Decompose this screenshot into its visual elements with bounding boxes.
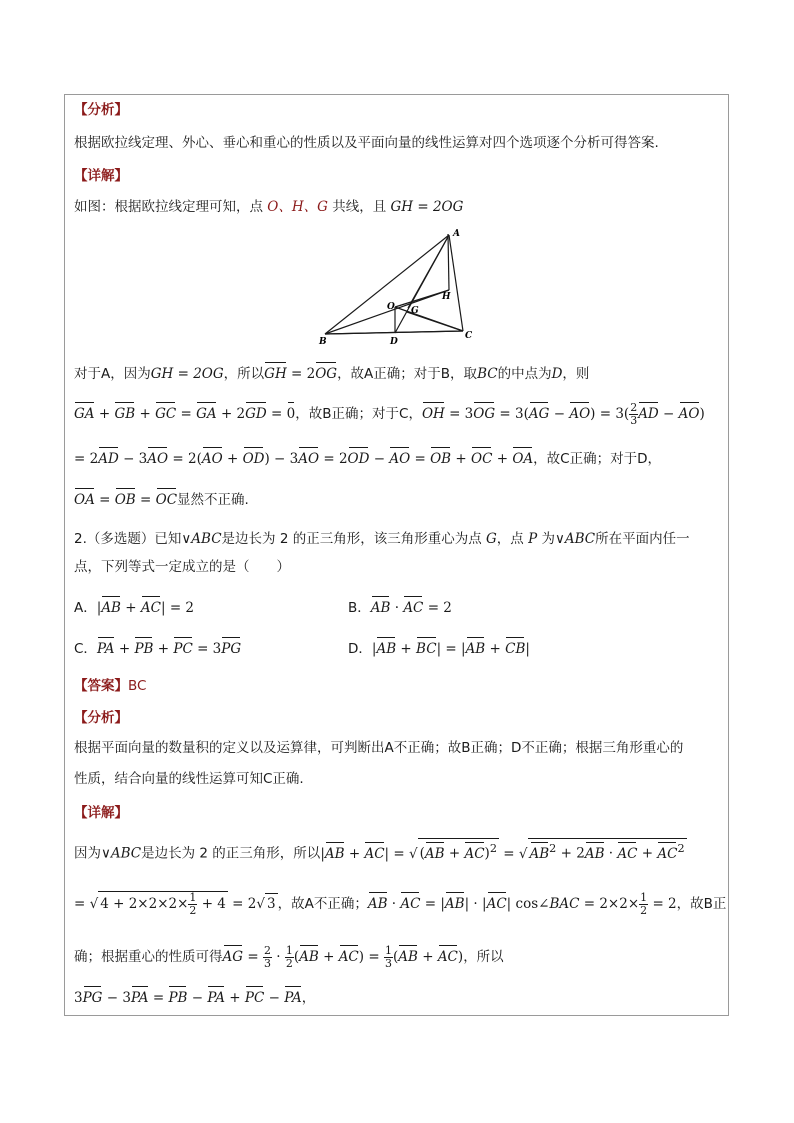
answer-line: 【答案】BC (74, 678, 147, 694)
q2-detail-tag: 【详解】 (74, 805, 128, 821)
q2-analysis-line-1: 根据平面向量的数量积的定义以及运算律，可判断出A不正确；故B正确；D不正确；根据三角形重心的 (74, 740, 684, 756)
option-c: C．PA + PB + PC = 3PG (74, 636, 241, 659)
figure-label-d: D (390, 337, 398, 347)
figure-label-b: B (319, 337, 327, 347)
q2-analysis-tag: 【分析】 (74, 710, 128, 726)
detail-intro: 如图：根据欧拉线定理可知，点 O、H、G 共线，且 GH = 2OG (74, 199, 464, 215)
euler-line-figure (315, 226, 485, 348)
option-a: A．|AB + AC| = 2 (74, 595, 194, 618)
detail-line-3: = 2AD − 3AO = 2(AO + OD) − 3AO = 2OD − AO = OB + OC + OA，故C正确；对于D， (74, 446, 661, 469)
detail-line-2: GA + GB + GC = GA + 2GD = 0，故B正确；对于C，OH = 3OG = 3(AG − AO) = 3( $\frac{2}{3}$ AD − AO) (74, 401, 705, 427)
answer-value: BC (128, 678, 147, 694)
figure-label-g: G (411, 306, 419, 316)
figure-label-c: C (465, 331, 473, 341)
analysis-text: 根据欧拉线定理、外心、垂心和重心的性质以及平面向量的线性运算对四个选项逐个分析可得答案. (74, 135, 659, 151)
q2-analysis-line-2: 性质，结合向量的线性运算可知C正确. (74, 771, 304, 787)
q2-detail-line-4: 3PG − 3PA = PB − PA + PC − PA， (74, 985, 315, 1008)
q2-stem-line-1: 2.（多选题）已知∨ABC是边长为 2 的正三角形，该三角形重心为点 G，点 P 为∨ABC所在平面内任一 (74, 531, 690, 547)
q2-detail-line-2: = √ 4 + 2×2×2× $\frac{1}{2}$ + 4 = 2√ 3 ，故A不正确；AB · AC = |AB| · |AC| cos∠BAC = 2×2× $\frac{1}{2}$ = 2，故B正 (74, 891, 727, 917)
option-d: D．|AB + BC| = |AB + CB| (348, 636, 530, 659)
option-b: B．AB · AC = 2 (348, 595, 452, 618)
detail-line-1: 对于A，因为GH = 2OG，所以GH = 2OG，故A正确；对于B，取BC的中点为D，则 (74, 361, 589, 384)
figure-label-o: O (387, 302, 395, 312)
detail-line-4: OA = OB = OC显然不正确. (74, 487, 249, 510)
q2-detail-line-3: 确；根据重心的性质可得AG = $\frac{2}{3}$ · $\frac{1}{2}$ (AB + AC) = $\frac{1}{3}$ (AB + AC)，所以 (74, 944, 504, 970)
detail-tag: 【详解】 (74, 168, 128, 184)
analysis-tag: 【分析】 (74, 102, 128, 118)
figure-label-h: H (442, 292, 451, 302)
figure-label-a: A (453, 229, 460, 239)
q2-stem-line-2: 点，下列等式一定成立的是（ ） (74, 559, 290, 575)
q2-detail-line-1: 因为∨ABC是边长为 2 的正三角形，所以|AB + AC| = √ (AB + AC)$^2$ = √ $AB^2 + 2AB$ · AC + $AC^2$ (74, 838, 687, 864)
